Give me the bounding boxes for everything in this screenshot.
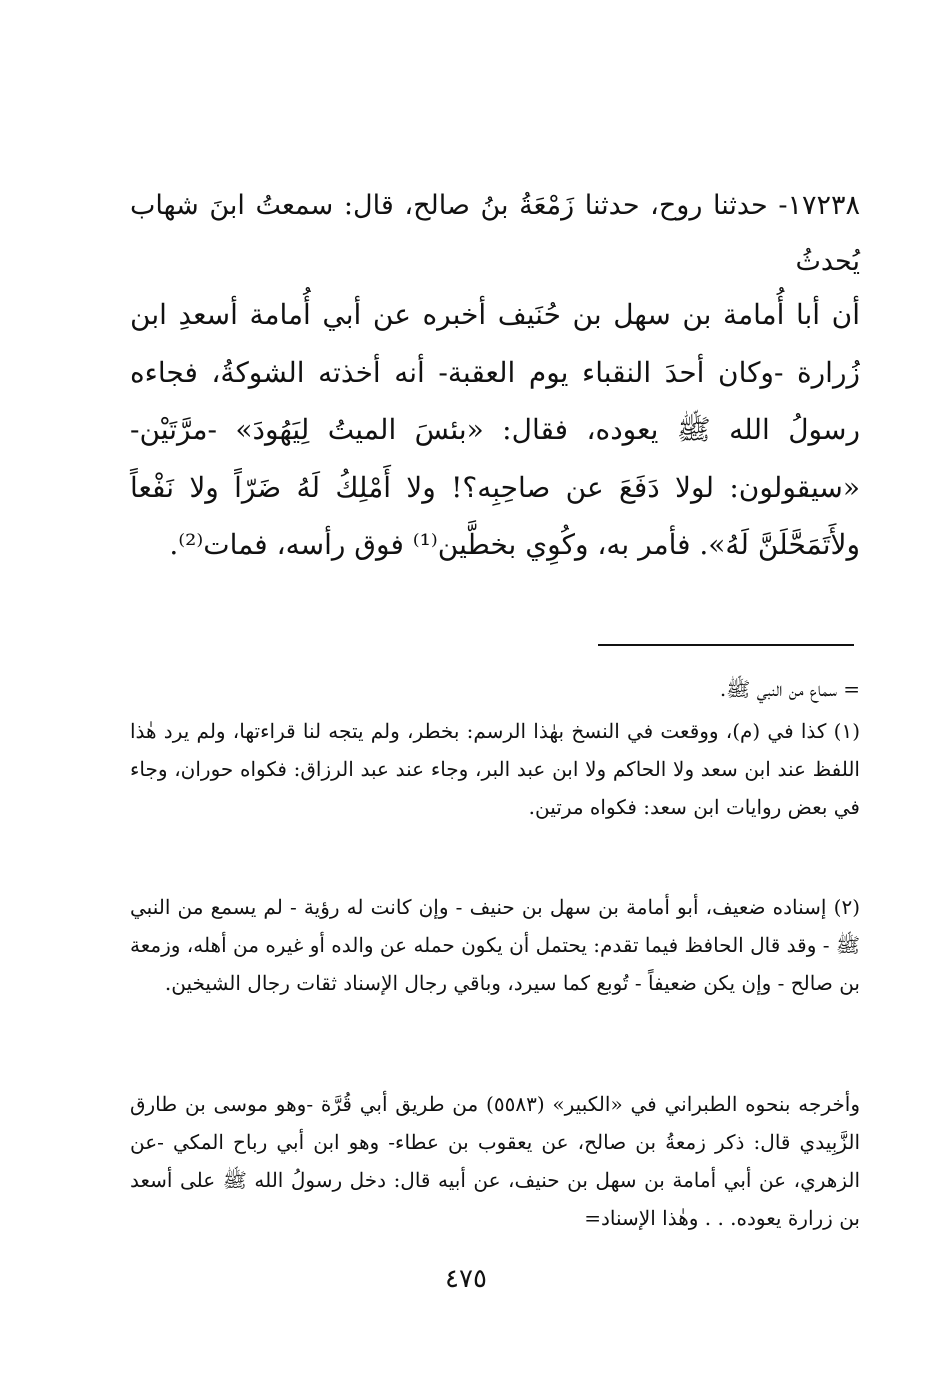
hadith-text: أن أبا أُمامة بن سهل بن حُنَيف أخبره عن أبي أُمامة أسعدِ ابن زُرارة -وكان أحدَ النقباء يوم العقبة- أنه أخذته الشوكةُ، فجاءه رسولُ الله ﷺ يعوده، فقال: «بئسَ الميتُ لِيَهُودَ» -مرَّتَيْن- «سيقولون: لولا دَفَعَ عن صاحِبِه؟! ولا أَمْلِكُ لَهُ ضَرّاً ولا نَفْعاً ولأَتَمَحَّلَنَّ لَهُ». فأمر به، وكُوِي بخطَّين⁽¹⁾ فوق رأسه، فمات⁽²⁾. (130, 298, 860, 561)
footnote-2: (٢) إسناده ضعيف، أبو أمامة بن سهل بن حنيف - وإن كانت له رؤية - لم يسمع من النبي ﷺ - وقد قال الحافظ فيما تقدم: يحتمل أن يكون حمله عن والده أو غيره من أهله، وزمعة بن صالح - وإن يكن ضعيفاً - تُوبع كما سيرد، وباقي رجال الإسناد ثقات رجال الشيخين. (130, 895, 860, 995)
footnote-continuation: = سماع من النبي ﷺ. (719, 677, 860, 701)
footnote-2-block (130, 888, 860, 1002)
footnote-3: وأخرجه بنحوه الطبراني في «الكبير» (٥٥٨٣) من طريق أبي قُرَّة -وهو موسى بن طارق الزَّبِيدي قال: ذكر زمعةُ بن صالح، عن يعقوب بن عطاء- وهو ابن أبي رباح المكي -عن الزهري، عن أبي أمامة بن سهل بن حنيف، عن أبيه قال: دخل رسولُ الله ﷺ على أسعد بن زرارة يعوده. . . وهٰذا الإسناد= (130, 1092, 860, 1230)
page-number: ٤٧٥ (445, 1264, 487, 1294)
footnote-1: (١) كذا في (م)، ووقعت في النسخ بهٰذا الرسم: بخطر، ولم يتجه لنا قراءتها، ولم يرد هٰذا اللفظ عند ابن سعد ولا الحاكم ولا ابن عبد البر، وجاء عند عبد الرزاق: فكواه حوران، وجاء في بعض روايات ابن سعد: فكواه مرتين. (130, 719, 860, 819)
footnote-divider (598, 644, 854, 646)
footnote-1-block (130, 712, 860, 826)
footnote-3-block (130, 1085, 860, 1237)
hadith-number-and-chain: ١٧٢٣٨- حدثنا روح، حدثنا زَمْعَةُ بنُ صالح، قال: سمعتُ ابنَ شهاب يُحدثُ (130, 190, 860, 277)
footnotes-section (130, 670, 860, 708)
